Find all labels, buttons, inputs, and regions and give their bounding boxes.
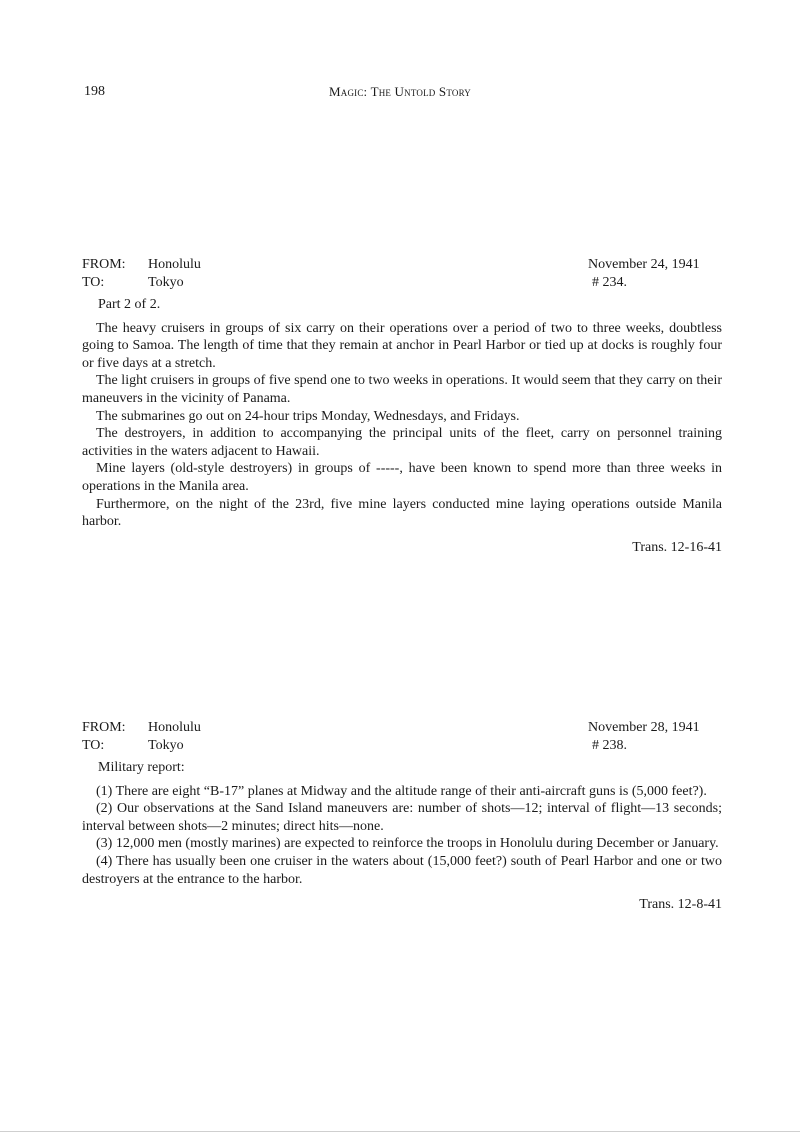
page-number: 198	[84, 84, 105, 99]
paragraph: Mine layers (old-style destroyers) in groups of -----, have been known to spend more than three weeks in operations in the Manila area.	[82, 461, 722, 494]
message-238	[82, 719, 722, 914]
message-date: November 24, 1941	[588, 257, 700, 272]
running-head: Magic: The Untold Story	[328, 84, 471, 99]
to-label: TO:	[82, 738, 105, 753]
to-line	[82, 274, 184, 292]
message-number: # 234.	[592, 275, 627, 290]
message-date: November 28, 1941	[588, 720, 700, 735]
paragraph: The light cruisers in groups of five spend one to two weeks in operations. It would seem that they carry on their maneuvers in the vicinity of Panama.	[82, 373, 722, 406]
paragraph: The destroyers, in addition to accompanying the principal units of the fleet, carry on personnel training activities in the waters adjacent to Hawaii.	[82, 426, 722, 459]
paragraph: (4) There has usually been one cruiser in the waters about (15,000 feet?) south of Pearl Harbor and one or two destroyers at the entrance to the harbor.	[82, 853, 722, 887]
paragraph: The heavy cruisers in groups of six carry on their operations over a period of two to three weeks, doubtless going to Samoa. The length of time that they remain at anchor in Pearl Harbor or tied up at docks is roughly four or five days at a stretch.	[82, 320, 722, 371]
from-value: Honolulu	[148, 720, 201, 735]
message-number: # 238.	[592, 738, 627, 753]
to-value: Tokyo	[148, 738, 184, 753]
message-header	[82, 719, 722, 755]
message-header	[82, 256, 722, 292]
scan-edge-rule	[0, 1131, 800, 1132]
message-234	[82, 256, 722, 556]
to-label: TO:	[82, 275, 105, 290]
message-intro: Military report:	[98, 760, 185, 775]
paragraph: (2) Our observations at the Sand Island maneuvers are: number of shots—12; interval of flight—13 seconds; interval between shots—2 minutes; direct hits—none.	[82, 801, 722, 834]
from-value: Honolulu	[148, 257, 201, 272]
to-value: Tokyo	[148, 275, 184, 290]
from-line	[82, 719, 201, 737]
translation-date: Trans. 12-16-41	[632, 539, 722, 555]
paragraph: The submarines go out on 24-hour trips Monday, Wednesdays, and Fridays.	[96, 408, 520, 424]
to-line	[82, 737, 184, 755]
from-line	[82, 256, 201, 274]
paragraph: (1) There are eight “B-17” planes at Midway and the altitude range of their anti-aircraft guns is (5,000 feet?).	[96, 783, 707, 799]
paragraph: Furthermore, on the night of the 23rd, five mine layers conducted mine laying operations outside Manila harbor.	[82, 496, 722, 530]
from-label: FROM:	[82, 257, 126, 272]
translation-date: Trans. 12-8-41	[639, 897, 722, 913]
paragraph: (3) 12,000 men (mostly marines) are expected to reinforce the troops in Honolulu during December or January.	[96, 836, 719, 852]
from-label: FROM:	[82, 720, 126, 735]
message-intro: Part 2 of 2.	[98, 297, 161, 312]
